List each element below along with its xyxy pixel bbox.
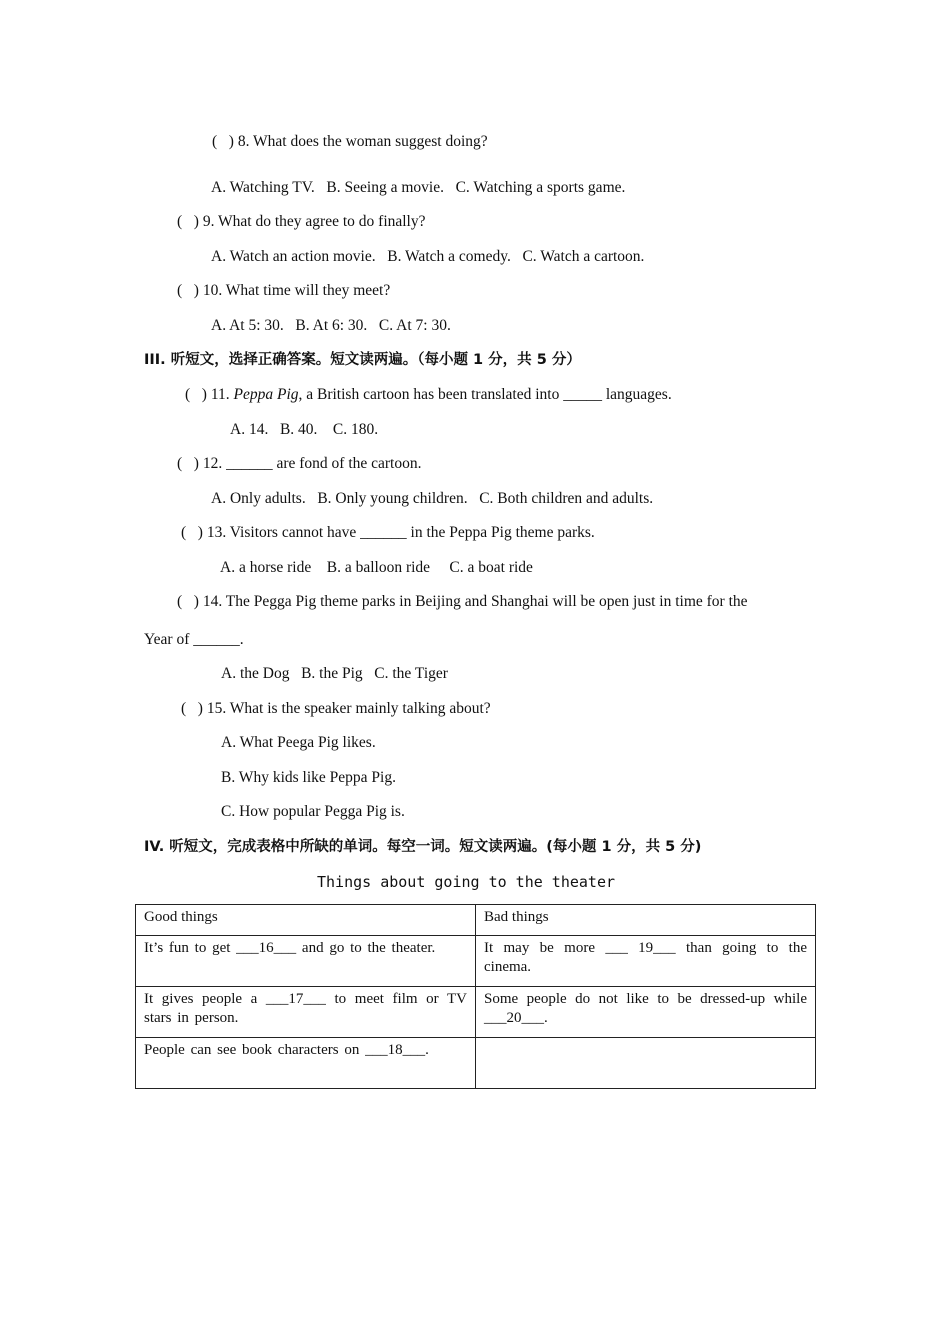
q12-options: A. Only adults. B. Only young children. C. Both children and adults. — [211, 490, 654, 507]
table-title: Things about going to the theater — [317, 873, 616, 891]
things-table — [135, 904, 816, 1089]
q11-rest: , a British cartoon has been translated into _____ languages. — [298, 386, 672, 403]
header-good-things: Good things — [136, 905, 476, 936]
table-cell: It may be more ___ 19___ than going to the cinema. — [476, 936, 816, 987]
q11-options: A. 14. B. 40. C. 180. — [230, 421, 379, 438]
q14-options: A. the Dog B. the Pig C. the Tiger — [221, 665, 448, 682]
q14-stem: ( ) 14. The Pegga Pig theme parks in Beijing and Shanghai will be open just in time for the — [177, 593, 748, 610]
header-bad-things: Bad things — [476, 905, 816, 936]
q11-stem — [185, 385, 672, 405]
q11-title-italic: Peppa Pig — [233, 386, 299, 403]
q15-stem: ( ) 15. What is the speaker mainly talking about? — [181, 700, 491, 717]
table-cell: It’s fun to get ___16___ and go to the theater. — [136, 936, 476, 987]
q15-option-a: A. What Peega Pig likes. — [221, 734, 376, 751]
q15-option-c: C. How popular Pegga Pig is. — [221, 803, 405, 820]
q9-options: A. Watch an action movie. B. Watch a comedy. C. Watch a cartoon. — [211, 248, 645, 265]
q12-stem: ( ) 12. ______ are fond of the cartoon. — [177, 455, 422, 472]
q9-stem: ( ) 9. What do they agree to do finally? — [177, 213, 426, 230]
table-cell: People can see book characters on ___18___. — [136, 1038, 476, 1089]
table-cell: Some people do not like to be dressed-up while ___20___. — [476, 987, 816, 1038]
table-row — [136, 936, 816, 987]
q14-stem-continued: Year of ______. — [144, 631, 244, 648]
q10-options: A. At 5: 30. B. At 6: 30. C. At 7: 30. — [211, 317, 451, 334]
q15-option-b: B. Why kids like Peppa Pig. — [221, 769, 396, 786]
q13-stem: ( ) 13. Visitors cannot have ______ in the Peppa Pig theme parks. — [181, 524, 595, 541]
q8-options: A. Watching TV. B. Seeing a movie. C. Watching a sports game. — [211, 179, 626, 196]
q8-stem: ( ) 8. What does the woman suggest doing? — [212, 133, 488, 150]
table-header-row — [136, 905, 816, 936]
q13-options: A. a horse ride B. a balloon ride C. a boat ride — [220, 559, 533, 576]
table-row — [136, 1038, 816, 1089]
table-cell-empty — [476, 1038, 816, 1089]
section3-heading: III. 听短文，选择正确答案。短文读两遍。（每小题 1 分，共 5 分） — [144, 352, 581, 368]
table-cell: It gives people a ___17___ to meet film or TV stars in person. — [136, 987, 476, 1038]
q10-stem: ( ) 10. What time will they meet? — [177, 282, 391, 299]
table-row — [136, 987, 816, 1038]
q11-prefix: ( ) 11. — [185, 386, 234, 403]
section4-heading: IV. 听短文，完成表格中所缺的单词。每空一词。短文读两遍。(每小题 1 分，共 5 分) — [144, 839, 702, 855]
